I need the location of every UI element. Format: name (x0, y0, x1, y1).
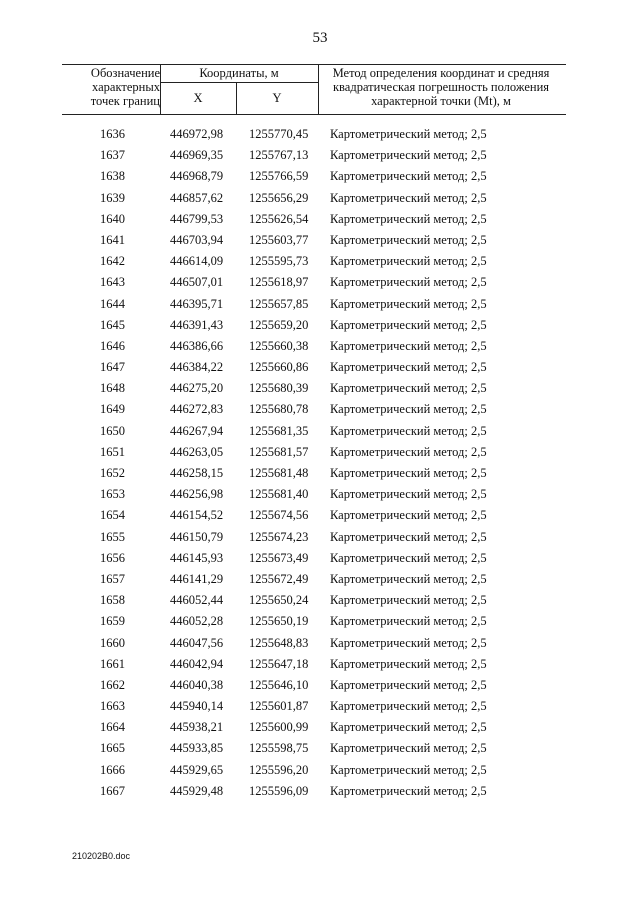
coord-x: 446384,22 (170, 360, 224, 375)
table-row (0, 148, 640, 169)
coord-y: 1255770,45 (249, 127, 309, 141)
method-cell: Картометрический метод; 2,5 (330, 190, 487, 205)
coord-x: 446507,01 (170, 275, 224, 290)
table-row (0, 339, 640, 360)
table-row (0, 572, 640, 593)
table-row (0, 593, 640, 614)
coord-y: 1255648,83 (249, 635, 309, 650)
table-row (0, 191, 640, 212)
table-row (0, 360, 640, 381)
method-cell: Картометрический метод; 2,5 (330, 381, 487, 396)
coord-y: 1255660,38 (249, 338, 309, 353)
coord-x: 446150,79 (170, 529, 224, 544)
point-id: 1664 (100, 720, 125, 735)
table-row (0, 657, 640, 678)
method-cell: Картометрический метод; 2,5 (330, 148, 487, 163)
coord-y: 1255672,49 (249, 571, 309, 586)
coord-x: 446703,94 (170, 232, 224, 247)
point-id: 1639 (100, 190, 125, 205)
coord-y: 1255660,86 (249, 360, 309, 375)
table-row (0, 212, 640, 233)
coord-x: 445933,85 (170, 741, 224, 756)
point-id: 1642 (100, 254, 125, 269)
method-cell: Картометрический метод; 2,5 (330, 211, 487, 226)
table-row (0, 763, 640, 784)
coord-x: 446141,29 (170, 571, 224, 586)
table-row (0, 127, 640, 148)
coord-x: 446391,43 (170, 317, 224, 332)
table-row (0, 720, 640, 741)
method-cell: Картометрический метод; 2,5 (330, 635, 487, 650)
coord-y: 1255680,78 (249, 402, 309, 417)
method-cell: Картометрический метод; 2,5 (330, 720, 487, 735)
point-id: 1663 (100, 699, 125, 714)
table-body (0, 127, 640, 805)
method-cell: Картометрический метод; 2,5 (330, 508, 487, 523)
header-coordinates: Координаты, м (199, 66, 279, 80)
point-id: 1659 (100, 614, 125, 629)
table-row (0, 551, 640, 572)
coord-y: 1255600,99 (249, 720, 309, 735)
coord-x: 446258,15 (170, 466, 224, 480)
coord-y: 1255657,85 (249, 296, 309, 311)
point-id: 1649 (100, 402, 125, 417)
method-cell: Картометрический метод; 2,5 (330, 550, 487, 565)
table-row (0, 402, 640, 423)
coord-x: 446052,28 (170, 614, 224, 629)
coord-x: 445938,21 (170, 720, 224, 735)
coord-y: 1255673,49 (249, 550, 309, 565)
coord-y: 1255596,09 (249, 783, 309, 798)
method-cell: Картометрический метод; 2,5 (330, 762, 487, 777)
column-divider-3 (318, 64, 319, 115)
coord-x: 446386,66 (170, 338, 224, 353)
coord-x: 446052,44 (170, 593, 224, 608)
table-row (0, 508, 640, 529)
table-row (0, 636, 640, 657)
method-cell: Картометрический метод; 2,5 (330, 614, 487, 629)
method-cell: Картометрический метод; 2,5 (330, 656, 487, 671)
coord-x: 446256,98 (170, 487, 224, 502)
coord-y: 1255603,77 (249, 232, 309, 247)
point-id: 1656 (100, 550, 125, 565)
coords-divider-rule (160, 82, 318, 83)
point-id: 1657 (100, 571, 125, 586)
method-cell: Картометрический метод; 2,5 (330, 571, 487, 586)
coord-x: 445940,14 (170, 699, 224, 714)
point-id: 1640 (100, 211, 125, 226)
header-y: Y (272, 91, 282, 105)
column-divider-1 (160, 64, 161, 115)
coord-y: 1255681,48 (249, 466, 309, 480)
point-id: 1666 (100, 762, 125, 777)
table-row (0, 678, 640, 699)
coord-x: 446267,94 (170, 423, 224, 438)
table-row (0, 784, 640, 805)
table-row (0, 233, 640, 254)
coord-y: 1255656,29 (249, 190, 309, 205)
method-cell: Картометрический метод; 2,5 (330, 699, 487, 714)
point-id: 1665 (100, 741, 125, 756)
table-row (0, 169, 640, 190)
method-cell: Картометрический метод; 2,5 (330, 402, 487, 417)
method-cell: Картометрический метод; 2,5 (330, 254, 487, 269)
coord-x: 445929,65 (170, 762, 224, 777)
coord-y: 1255674,56 (249, 508, 309, 523)
method-cell: Картометрический метод; 2,5 (330, 466, 487, 480)
point-id: 1641 (100, 232, 125, 247)
page-number: 53 (312, 30, 328, 46)
coord-y: 1255681,35 (249, 423, 309, 438)
method-cell: Картометрический метод; 2,5 (330, 169, 487, 184)
table-row (0, 530, 640, 551)
coord-x: 446040,38 (170, 677, 224, 692)
method-cell: Картометрический метод; 2,5 (330, 296, 487, 311)
coord-y: 1255680,39 (249, 381, 309, 396)
coord-y: 1255674,23 (249, 529, 309, 544)
method-cell: Картометрический метод; 2,5 (330, 783, 487, 798)
point-id: 1648 (100, 381, 125, 396)
point-id: 1658 (100, 593, 125, 608)
coord-y: 1255626,54 (249, 211, 309, 226)
point-id: 1647 (100, 360, 125, 375)
coord-x: 445929,48 (170, 783, 224, 798)
table-row (0, 445, 640, 466)
point-id: 1660 (100, 635, 125, 650)
coord-y: 1255681,40 (249, 487, 309, 502)
coord-y: 1255681,57 (249, 444, 309, 459)
point-id: 1636 (100, 127, 125, 141)
coord-x: 446154,52 (170, 508, 224, 523)
method-cell: Картометрический метод; 2,5 (330, 127, 487, 141)
footer-filename: 210202B0.doc (72, 851, 131, 861)
table-header (0, 64, 640, 114)
coord-y: 1255650,24 (249, 593, 309, 608)
table-row (0, 297, 640, 318)
header-top-rule (62, 64, 566, 65)
coord-x: 446968,79 (170, 169, 224, 184)
point-id: 1661 (100, 656, 125, 671)
coord-y: 1255650,19 (249, 614, 309, 629)
table-row (0, 318, 640, 339)
method-cell: Картометрический метод; 2,5 (330, 232, 487, 247)
header-designation: Обозначение характерных точек границ (90, 66, 160, 108)
point-id: 1667 (100, 783, 125, 798)
point-id: 1646 (100, 338, 125, 353)
coord-y: 1255659,20 (249, 317, 309, 332)
coord-y: 1255647,18 (249, 656, 309, 671)
table-row (0, 424, 640, 445)
table-row (0, 275, 640, 296)
method-cell: Картометрический метод; 2,5 (330, 338, 487, 353)
header-bottom-rule (62, 114, 566, 115)
coord-y: 1255595,73 (249, 254, 309, 269)
coord-y: 1255767,13 (249, 148, 309, 163)
coord-x: 446395,71 (170, 296, 224, 311)
coord-x: 446263,05 (170, 444, 224, 459)
point-id: 1644 (100, 296, 125, 311)
coord-y: 1255601,87 (249, 699, 309, 714)
point-id: 1643 (100, 275, 125, 290)
header-x: X (193, 91, 203, 105)
header-method: Метод определения координат и средняя квадратическая погрешность положения характерной точки (Mt), м (332, 66, 550, 108)
coord-y: 1255596,20 (249, 762, 309, 777)
method-cell: Картометрический метод; 2,5 (330, 444, 487, 459)
point-id: 1645 (100, 317, 125, 332)
method-cell: Картометрический метод; 2,5 (330, 593, 487, 608)
coord-x: 446275,20 (170, 381, 224, 396)
point-id: 1653 (100, 487, 125, 502)
coord-x: 446972,98 (170, 127, 224, 141)
coord-x: 446145,93 (170, 550, 224, 565)
table-row (0, 487, 640, 508)
point-id: 1652 (100, 466, 125, 480)
method-cell: Картометрический метод; 2,5 (330, 677, 487, 692)
method-cell: Картометрический метод; 2,5 (330, 487, 487, 502)
coord-y: 1255646,10 (249, 677, 309, 692)
table-row (0, 254, 640, 275)
point-id: 1637 (100, 148, 125, 163)
point-id: 1638 (100, 169, 125, 184)
point-id: 1662 (100, 677, 125, 692)
method-cell: Картометрический метод; 2,5 (330, 529, 487, 544)
coord-x: 446969,35 (170, 148, 224, 163)
point-id: 1654 (100, 508, 125, 523)
coord-x: 446799,53 (170, 211, 224, 226)
table-row (0, 614, 640, 635)
coord-x: 446272,83 (170, 402, 224, 417)
column-divider-2 (236, 82, 237, 115)
method-cell: Картометрический метод; 2,5 (330, 360, 487, 375)
point-id: 1650 (100, 423, 125, 438)
method-cell: Картометрический метод; 2,5 (330, 741, 487, 756)
point-id: 1655 (100, 529, 125, 544)
coord-y: 1255618,97 (249, 275, 309, 290)
method-cell: Картометрический метод; 2,5 (330, 423, 487, 438)
coord-x: 446857,62 (170, 190, 224, 205)
table-row (0, 741, 640, 762)
coord-x: 446042,94 (170, 656, 224, 671)
method-cell: Картометрический метод; 2,5 (330, 275, 487, 290)
table-row (0, 381, 640, 402)
method-cell: Картометрический метод; 2,5 (330, 317, 487, 332)
coord-x: 446614,09 (170, 254, 224, 269)
coord-x: 446047,56 (170, 635, 224, 650)
table-row (0, 466, 640, 487)
point-id: 1651 (100, 444, 125, 459)
table-row (0, 699, 640, 720)
coord-y: 1255766,59 (249, 169, 309, 184)
coord-y: 1255598,75 (249, 741, 309, 756)
